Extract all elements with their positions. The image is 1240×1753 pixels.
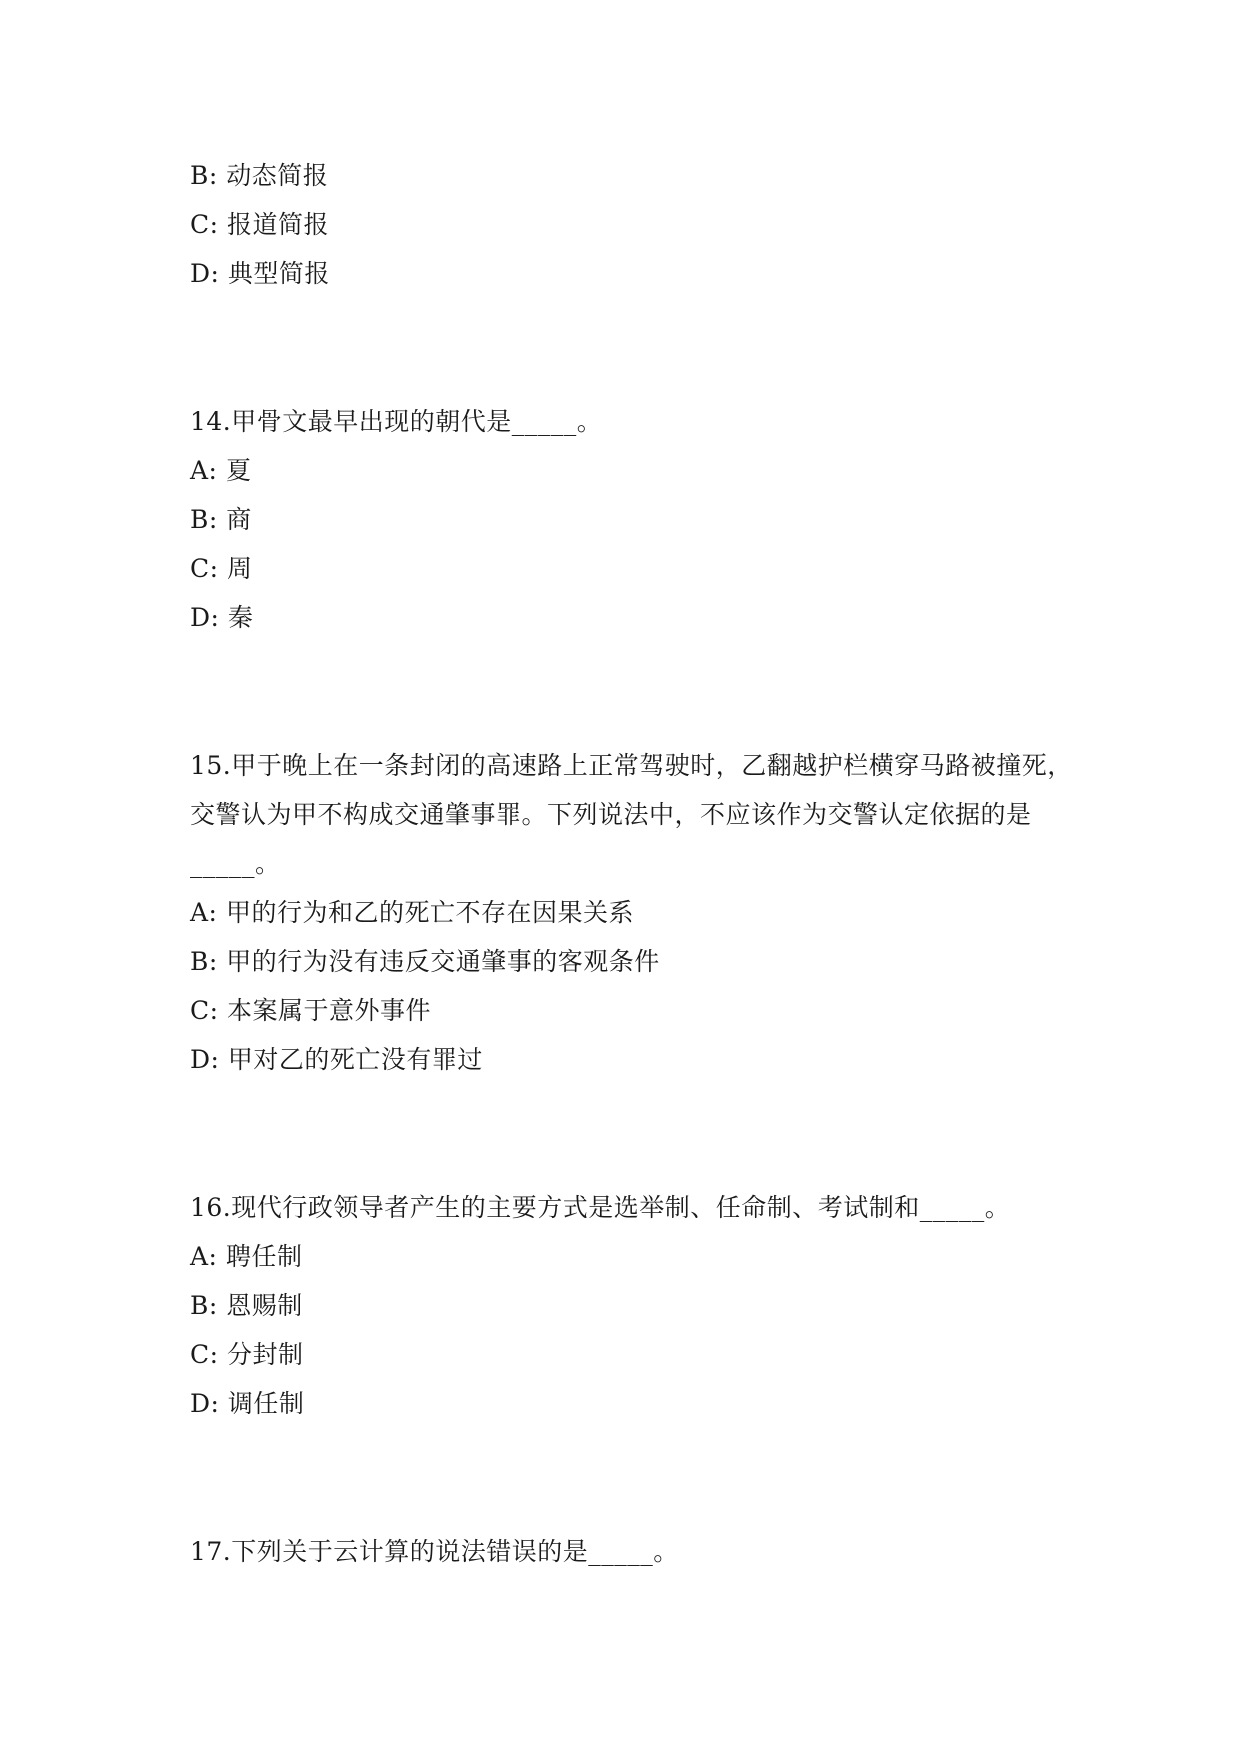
option-text: 周 [227,554,253,583]
option-label: B: [190,947,218,976]
option-text: 报道简报 [227,210,330,239]
question-15-stem-line-3: _____。 [190,849,281,878]
q14-option-d [190,602,253,634]
option-text: 本案属于意外事件 [227,996,432,1025]
q14-option-b [190,504,252,536]
option-label: D: [190,603,220,632]
option-label: D: [190,1389,220,1418]
option-text: 甲的行为和乙的死亡不存在因果关系 [225,898,634,927]
q15-option-b [190,946,660,978]
question-15-stem-line-1: 15.甲于晚上在一条封闭的高速路上正常驾驶时，乙翻越护栏横穿马路被撞死， [190,751,1073,780]
option-label: C: [190,996,219,1025]
option-text: 秦 [227,603,254,632]
q15-option-c [190,995,431,1027]
option-label: A: [190,1242,218,1271]
question-15-stem-line-2: 交警认为甲不构成交通肇事罪。下列说法中，不应该作为交警认定依据的是 [190,800,1032,829]
option-label: B: [190,505,218,534]
option-text: 商 [226,505,252,534]
option-label: A: [190,456,218,485]
option-text: 夏 [225,456,252,485]
option-c [190,209,329,241]
option-label: D: [190,1045,220,1074]
question-16-stem: 16.现代行政领导者产生的主要方式是选举制、任命制、考试制和_____。 [190,1193,1011,1222]
q14-option-c [190,553,253,585]
option-label: B: [190,1291,218,1320]
option-label: C: [190,210,219,239]
q15-option-d [190,1044,483,1076]
option-label: C: [190,1340,219,1369]
question-14-stem: 14.甲骨文最早出现的朝代是_____。 [190,407,603,436]
option-text: 甲对乙的死亡没有罪过 [227,1045,483,1074]
question-17-stem: 17.下列关于云计算的说法错误的是_____。 [190,1537,679,1566]
option-text: 分封制 [227,1340,304,1369]
option-label: A: [190,898,218,927]
q16-option-b [190,1290,303,1322]
option-text: 调任制 [227,1389,305,1418]
q14-option-a [190,455,251,487]
option-text: 聘任制 [225,1242,303,1271]
option-text: 甲的行为没有违反交通肇事的客观条件 [226,947,660,976]
q15-option-a [190,897,634,929]
option-text: 恩赐制 [226,1291,303,1320]
q16-option-d [190,1388,304,1420]
q16-option-a [190,1241,302,1273]
option-d [190,258,330,290]
option-text: 动态简报 [226,161,329,190]
option-label: D: [190,259,220,288]
q16-option-c [190,1339,304,1371]
option-text: 典型简报 [227,259,330,288]
option-label: C: [190,554,219,583]
option-label: B: [190,161,218,190]
option-b [190,160,328,192]
